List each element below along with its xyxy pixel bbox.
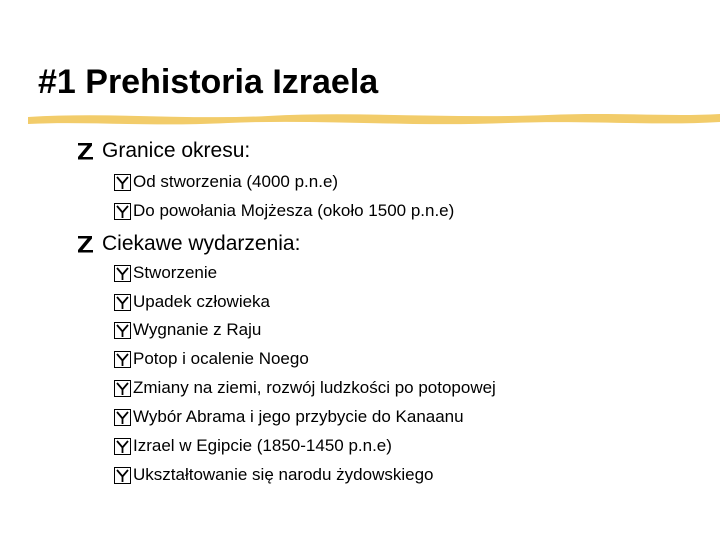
section-heading-2 <box>76 232 300 256</box>
list-item <box>114 378 496 398</box>
section-heading-1 <box>76 139 250 163</box>
list-item <box>114 436 392 456</box>
list-item <box>114 172 338 192</box>
list-item-text: Wygnanie z Raju <box>133 320 262 339</box>
title-underline <box>28 108 720 130</box>
y-bullet-icon <box>114 351 131 368</box>
list-item-text: Ukształtowanie się narodu żydowskiego <box>133 465 434 484</box>
list-item-text: Upadek człowieka <box>133 292 271 311</box>
list-item <box>114 407 464 427</box>
list-item-text: Stworzenie <box>133 263 218 282</box>
y-bullet-icon <box>114 174 131 191</box>
y-bullet-icon <box>114 380 131 397</box>
section-heading-text: Ciekawe wydarzenia: <box>102 232 301 255</box>
list-item <box>114 465 434 485</box>
list-item-text: Potop i ocalenie Noego <box>133 349 309 368</box>
slide-title: #1 Prehistoria Izraela <box>38 63 379 101</box>
list-item-text: Do powołania Mojżesza (około 1500 p.n.e) <box>133 201 455 220</box>
z-bullet-icon <box>76 234 95 254</box>
y-bullet-icon <box>114 322 131 339</box>
y-bullet-icon <box>114 294 131 311</box>
y-bullet-icon <box>114 265 131 282</box>
list-item <box>114 263 217 283</box>
y-bullet-icon <box>114 203 131 220</box>
list-item <box>114 349 309 369</box>
list-item <box>114 320 261 340</box>
y-bullet-icon <box>114 438 131 455</box>
section-heading-text: Granice okresu: <box>102 139 251 162</box>
list-item <box>114 292 270 312</box>
list-item-text: Wybór Abrama i jego przybycie do Kanaanu <box>133 407 464 426</box>
z-bullet-icon <box>76 141 95 161</box>
list-item-text: Zmiany na ziemi, rozwój ludzkości po potopowej <box>133 378 496 397</box>
y-bullet-icon <box>114 409 131 426</box>
list-item <box>114 201 454 221</box>
y-bullet-icon <box>114 467 131 484</box>
list-item-text: Od stworzenia (4000 p.n.e) <box>133 172 339 191</box>
list-item-text: Izrael w Egipcie (1850-1450 p.n.e) <box>133 436 392 455</box>
